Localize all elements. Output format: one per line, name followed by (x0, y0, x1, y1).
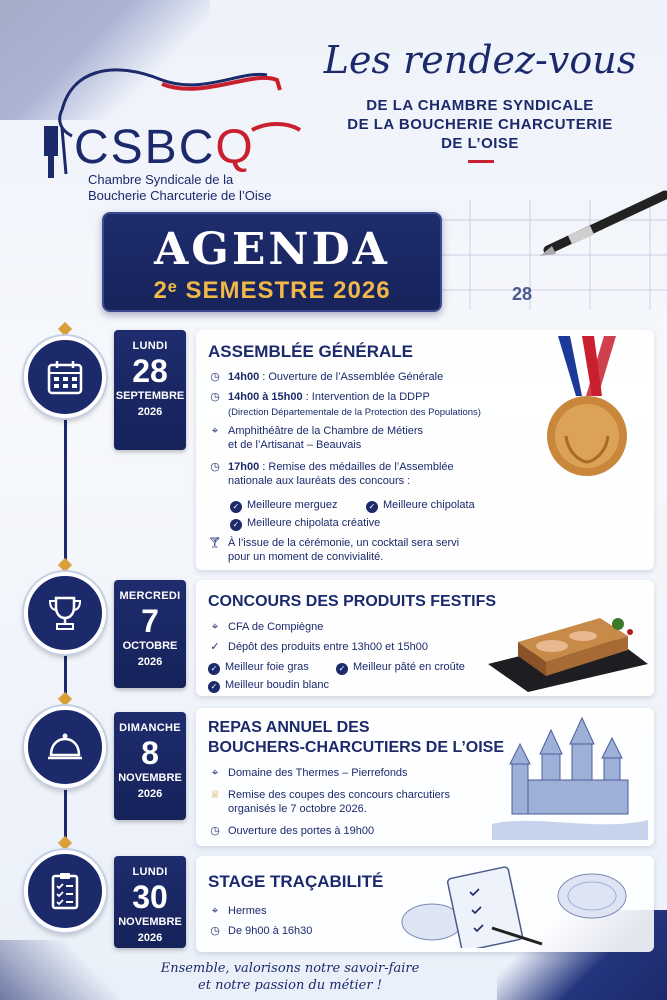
logo-organization-name: Chambre Syndicale de la Boucherie Charcuterie de l’Oise (88, 172, 272, 203)
event-row: ◷ 17h00 : Remise des médailles de l’Assemblée (208, 460, 454, 474)
event-card-stage (196, 856, 654, 952)
event-row: (Direction Départementale de la Protection des Populations) (228, 407, 481, 418)
event-row: ◷ 14h00 à 15h00 : Intervention de la DDPP (208, 390, 430, 404)
event-date: LUNDI 28 SEPTEMBRE 2026 (114, 330, 186, 450)
timeline-circle (24, 706, 106, 788)
timeline-circle (24, 572, 106, 654)
event-row: ✓ Dépôt des produits entre 13h00 et 15h00 (208, 640, 428, 654)
event-card-concours (196, 580, 654, 696)
event-row: ⌖ Domaine des Thermes – Pierrefonds (208, 766, 408, 780)
event-row: ♕ Remise des coupes des concours charcutiers (208, 788, 450, 802)
logo-text: CSBCQ (74, 121, 255, 174)
event-row: ◷ De 9h00 à 16h30 (208, 924, 312, 938)
event-date: DIMANCHE 8 NOVEMBRE 2026 (114, 712, 186, 820)
award-item: ✓ Meilleur foie gras (208, 660, 309, 675)
check-circle-icon: ✓ (210, 641, 220, 653)
event-row: ⌖ CFA de Compiègne (208, 620, 323, 634)
event-row: et de l’Artisanat – Beauvais (228, 439, 362, 451)
event-row: pour un moment de convivialité. (228, 551, 384, 563)
event-row: nationale aux lauréats des concours : (228, 475, 411, 487)
checklist-icon (45, 871, 85, 911)
calendar-icon (45, 357, 85, 397)
location-pin-icon: ⌖ (211, 905, 219, 917)
event-title: CONCOURS DES PRODUITS FESTIFS (208, 593, 497, 610)
event-row: ⌖ Amphithéâtre de la Chambre de Métiers (208, 424, 423, 438)
castle-pierrefonds-icon (492, 714, 648, 840)
award-item: ✓ Meilleur pâté en croûte (336, 660, 465, 675)
agenda-semester: 2ᵉ SEMESTRE 2026 (153, 277, 391, 304)
agenda-title: AGENDA (154, 224, 390, 275)
clock-icon: ◷ (210, 461, 220, 473)
event-row: ◷ Ouverture des portes à 19h00 (208, 824, 374, 838)
knife-icon (36, 122, 70, 182)
timeline-marker (58, 692, 72, 706)
check-icon: ✓ (230, 501, 242, 513)
trophy-icon: ♕ (210, 789, 220, 801)
clock-icon: ◷ (210, 371, 220, 383)
calendar-number: 28 (512, 284, 533, 304)
pate-en-croute-icon (488, 594, 648, 692)
pen-icon (540, 180, 667, 260)
clock-icon: ◷ (210, 391, 220, 403)
event-date: MERCREDI 7 OCTOBRE 2026 (114, 580, 186, 688)
event-title: ASSEMBLÉE GÉNÉRALE (208, 342, 413, 361)
event-card-assemblee (196, 330, 654, 570)
traceability-illustration-icon (392, 862, 648, 948)
event-title: STAGE TRAÇABILITÉ (208, 872, 384, 891)
cloche-icon (45, 727, 85, 767)
award-item: ✓ Meilleure chipolata créative (230, 516, 380, 531)
timeline-marker (58, 836, 72, 850)
event-row: ◷ 14h00 : Ouverture de l’Assemblée Générale (208, 370, 443, 384)
event-row: organisés le 7 octobre 2026. (228, 803, 367, 815)
check-icon: ✓ (208, 663, 220, 675)
check-icon: ✓ (230, 519, 242, 531)
event-card-repas (196, 708, 654, 846)
page-subtitle: DE LA CHAMBRE SYNDICALE DE LA BOUCHERIE CHARCUTERIE DE L’OISE (347, 97, 613, 152)
event-title: REPAS ANNUEL DES BOUCHERS-CHARCUTIERS DE L’OISE (208, 719, 505, 756)
csbco-logo (22, 42, 312, 203)
check-icon: ✓ (208, 681, 220, 693)
clock-icon: ◷ (210, 925, 220, 937)
agenda-banner (102, 212, 442, 312)
location-pin-icon: ⌖ (211, 425, 219, 437)
event-date: LUNDI 30 NOVEMBRE 2026 (114, 856, 186, 948)
timeline-circle (24, 850, 106, 932)
location-pin-icon: ⌖ (211, 767, 219, 779)
divider (468, 160, 494, 163)
award-item: ✓ Meilleure chipolata (366, 498, 475, 513)
timeline-marker (58, 558, 72, 572)
timeline-marker (58, 322, 72, 336)
timeline-circle (24, 336, 106, 418)
award-item: ✓ Meilleur boudin blanc (208, 678, 329, 693)
event-row: ⌖ Hermes (208, 904, 267, 918)
medal-icon (526, 336, 648, 496)
location-pin-icon: ⌖ (211, 621, 219, 633)
cocktail-icon: 🍸︎ (208, 537, 222, 549)
check-icon: ✓ (366, 501, 378, 513)
award-item: ✓ Meilleure merguez (230, 498, 337, 513)
event-row: 🍸︎ À l’issue de la cérémonie, un cocktail sera servi (208, 537, 460, 549)
page-title: Les rendez-vous (323, 38, 637, 82)
check-icon: ✓ (336, 663, 348, 675)
corner-decoration (0, 940, 120, 1000)
footer-slogan: Ensemble, valorisons notre savoir-faire et notre passion du métier ! (160, 961, 420, 993)
trophy-icon (45, 593, 85, 633)
clock-icon: ◷ (210, 825, 220, 837)
